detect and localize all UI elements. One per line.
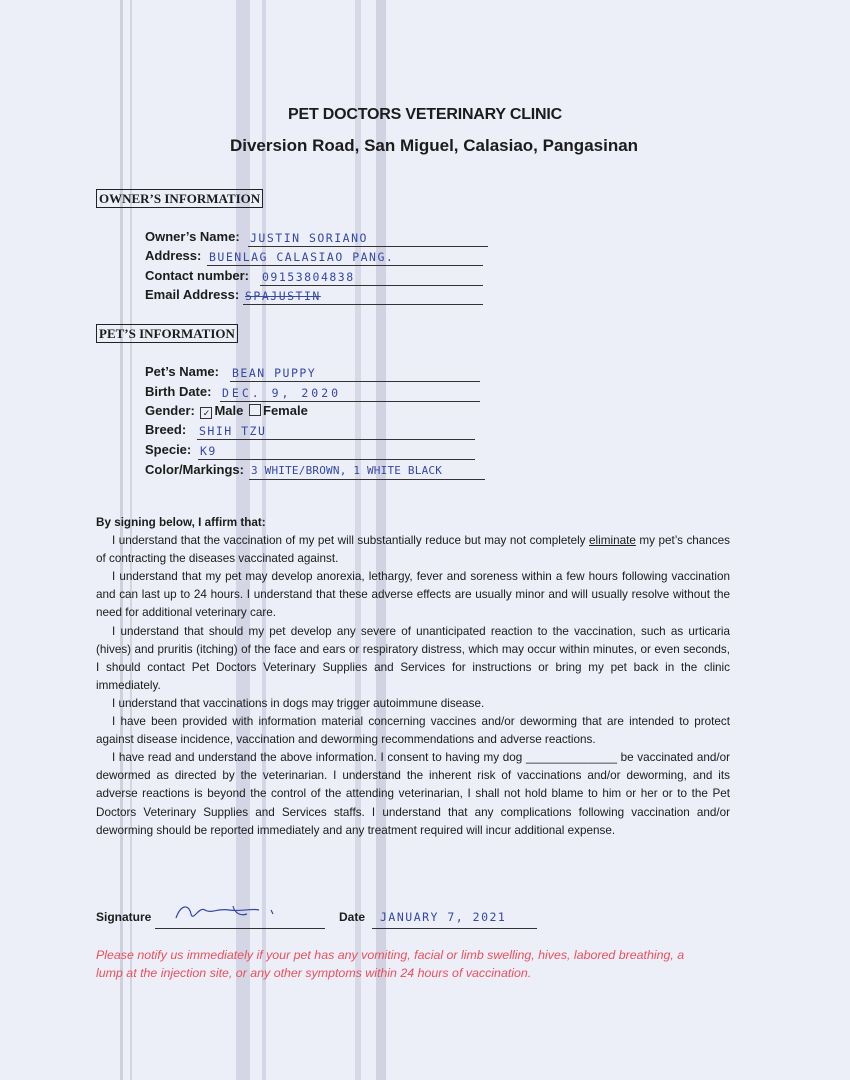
- owner-contact-field[interactable]: 09153804838: [260, 268, 483, 286]
- owner-email-row: [145, 287, 321, 305]
- pet-color-field[interactable]: 3 WHITE/BROWN, 1 WHITE BLACK: [249, 462, 485, 480]
- date-label: Date: [339, 910, 366, 924]
- owner-email-field[interactable]: SPAJUSTIN: [243, 287, 483, 305]
- date-field[interactable]: [372, 910, 537, 929]
- gender-female-checkbox[interactable]: [249, 404, 261, 416]
- pet-color-label: Color/Markings:: [145, 462, 244, 477]
- affirmation-p1-text-end: my pet’s chances of contracting the diseases vaccinated against.: [96, 534, 730, 566]
- pet-specie-field[interactable]: K9: [198, 442, 475, 460]
- affirmation-text: [96, 514, 730, 840]
- owner-address-field[interactable]: BUENLAG CALASIAO PANG.: [207, 248, 483, 266]
- owner-contact-label: Contact number:: [145, 268, 249, 283]
- clinic-name: PET DOCTORS VETERINARY CLINIC: [288, 106, 562, 123]
- pet-name-row: [145, 364, 317, 382]
- pet-specie-label: Specie:: [145, 442, 192, 457]
- pet-name-label: Pet’s Name:: [145, 364, 219, 379]
- affirmation-paragraph: I understand that my pet may develop anorexia, lethargy, fever and soreness within a few hours following vaccination and can last up to 24 hours. I understand that these adverse effects are usually minor and will usually resolve without the need for additional veterinary care.: [96, 570, 730, 620]
- consent-text: I have read and understand the above information. I consent to having my dog: [112, 751, 526, 765]
- date-value: JANUARY 7, 2021: [380, 910, 507, 924]
- signature-scribble-icon: [171, 900, 281, 926]
- affirmation-paragraph: [96, 532, 730, 568]
- consent-text-end: be vaccinated and/or dewormed as directed by the veterinarian. I understand the inherent risk of vaccinations and/or deworming, and its adverse reactions is beyond the control of the attending veterinarian, I shall not hold blame to him or her or to the Pet Doctors Veterinary Supplies and Services staffs. I understand that any complications following vaccination and/or deworming should be reported immediately and any treatment required will incur additional expense.: [96, 751, 730, 837]
- owner-contact-row: [145, 268, 355, 286]
- owner-email-label: Email Address:: [145, 287, 240, 302]
- owner-name-field[interactable]: JUSTIN SORIANO: [248, 229, 488, 247]
- pet-birthdate-field[interactable]: DEC. 9, 2020: [220, 384, 480, 402]
- pet-birthdate-row: [145, 384, 342, 402]
- pet-specie-row: [145, 442, 217, 460]
- consent-dog-blank[interactable]: ______________: [525, 751, 617, 765]
- affirmation-paragraph: I understand that should my pet develop any severe of unanticipated reaction to the vaccination, such as urticaria (hives) and pruritis (itching) of the face and ears or respiratory distress, which may occur within minutes, or even seconds, I should contact Pet Doctors Veterinary Supplies and Services for instructions or bring my pet back in the clinic immediately.: [96, 624, 730, 692]
- owner-name-row: [145, 229, 368, 247]
- signature-label: Signature: [96, 910, 152, 924]
- affirmation-p1-underlined: eliminate: [589, 534, 636, 548]
- affirmation-p1-text: I understand that the vaccination of my pet will substantially reduce but may not completely: [112, 534, 590, 548]
- pet-breed-field[interactable]: SHIH TZU: [197, 422, 475, 440]
- gender-male-label: Male: [214, 403, 244, 418]
- affirmation-lead: By signing below, I affirm that:: [96, 516, 266, 529]
- pet-color-row: [145, 462, 443, 480]
- notice-text: Please notify us immediately if your pet has any vomiting, facial or limb swelling, hives, labored breathing, a lump at the injection site, or any other symptoms within 24 hours of vaccination.: [96, 948, 685, 980]
- owner-address-row: [145, 248, 395, 266]
- signature-field[interactable]: [155, 910, 325, 929]
- pet-gender-row: [145, 403, 308, 421]
- affirmation-paragraph: I understand that vaccinations in dogs may trigger autoimmune disease.: [112, 696, 485, 710]
- owner-name-label: Owner’s Name:: [145, 229, 240, 244]
- pet-name-field[interactable]: BEAN PUPPY: [230, 364, 480, 382]
- gender-female-label: Female: [263, 403, 308, 418]
- affirmation-paragraph: I have been provided with information material concerning vaccines and/or deworming that are intended to protect against disease incidence, vaccination and deworming recommendations and adverse reactions.: [96, 715, 730, 747]
- gender-male-checkbox[interactable]: ✓: [200, 407, 212, 419]
- affirmation-paragraph: [96, 749, 730, 839]
- pet-section-heading: PET’S INFORMATION: [96, 324, 238, 343]
- clinic-address: Diversion Road, San Miguel, Calasiao, Pangasinan: [229, 136, 639, 155]
- owner-address-label: Address:: [145, 248, 202, 263]
- pet-breed-row: [145, 422, 267, 440]
- pet-breed-label: Breed:: [145, 422, 187, 437]
- pet-birthdate-label: Birth Date:: [145, 384, 212, 399]
- pet-gender-label: Gender:: [145, 403, 195, 418]
- owner-section-heading: OWNER’S INFORMATION: [96, 189, 263, 208]
